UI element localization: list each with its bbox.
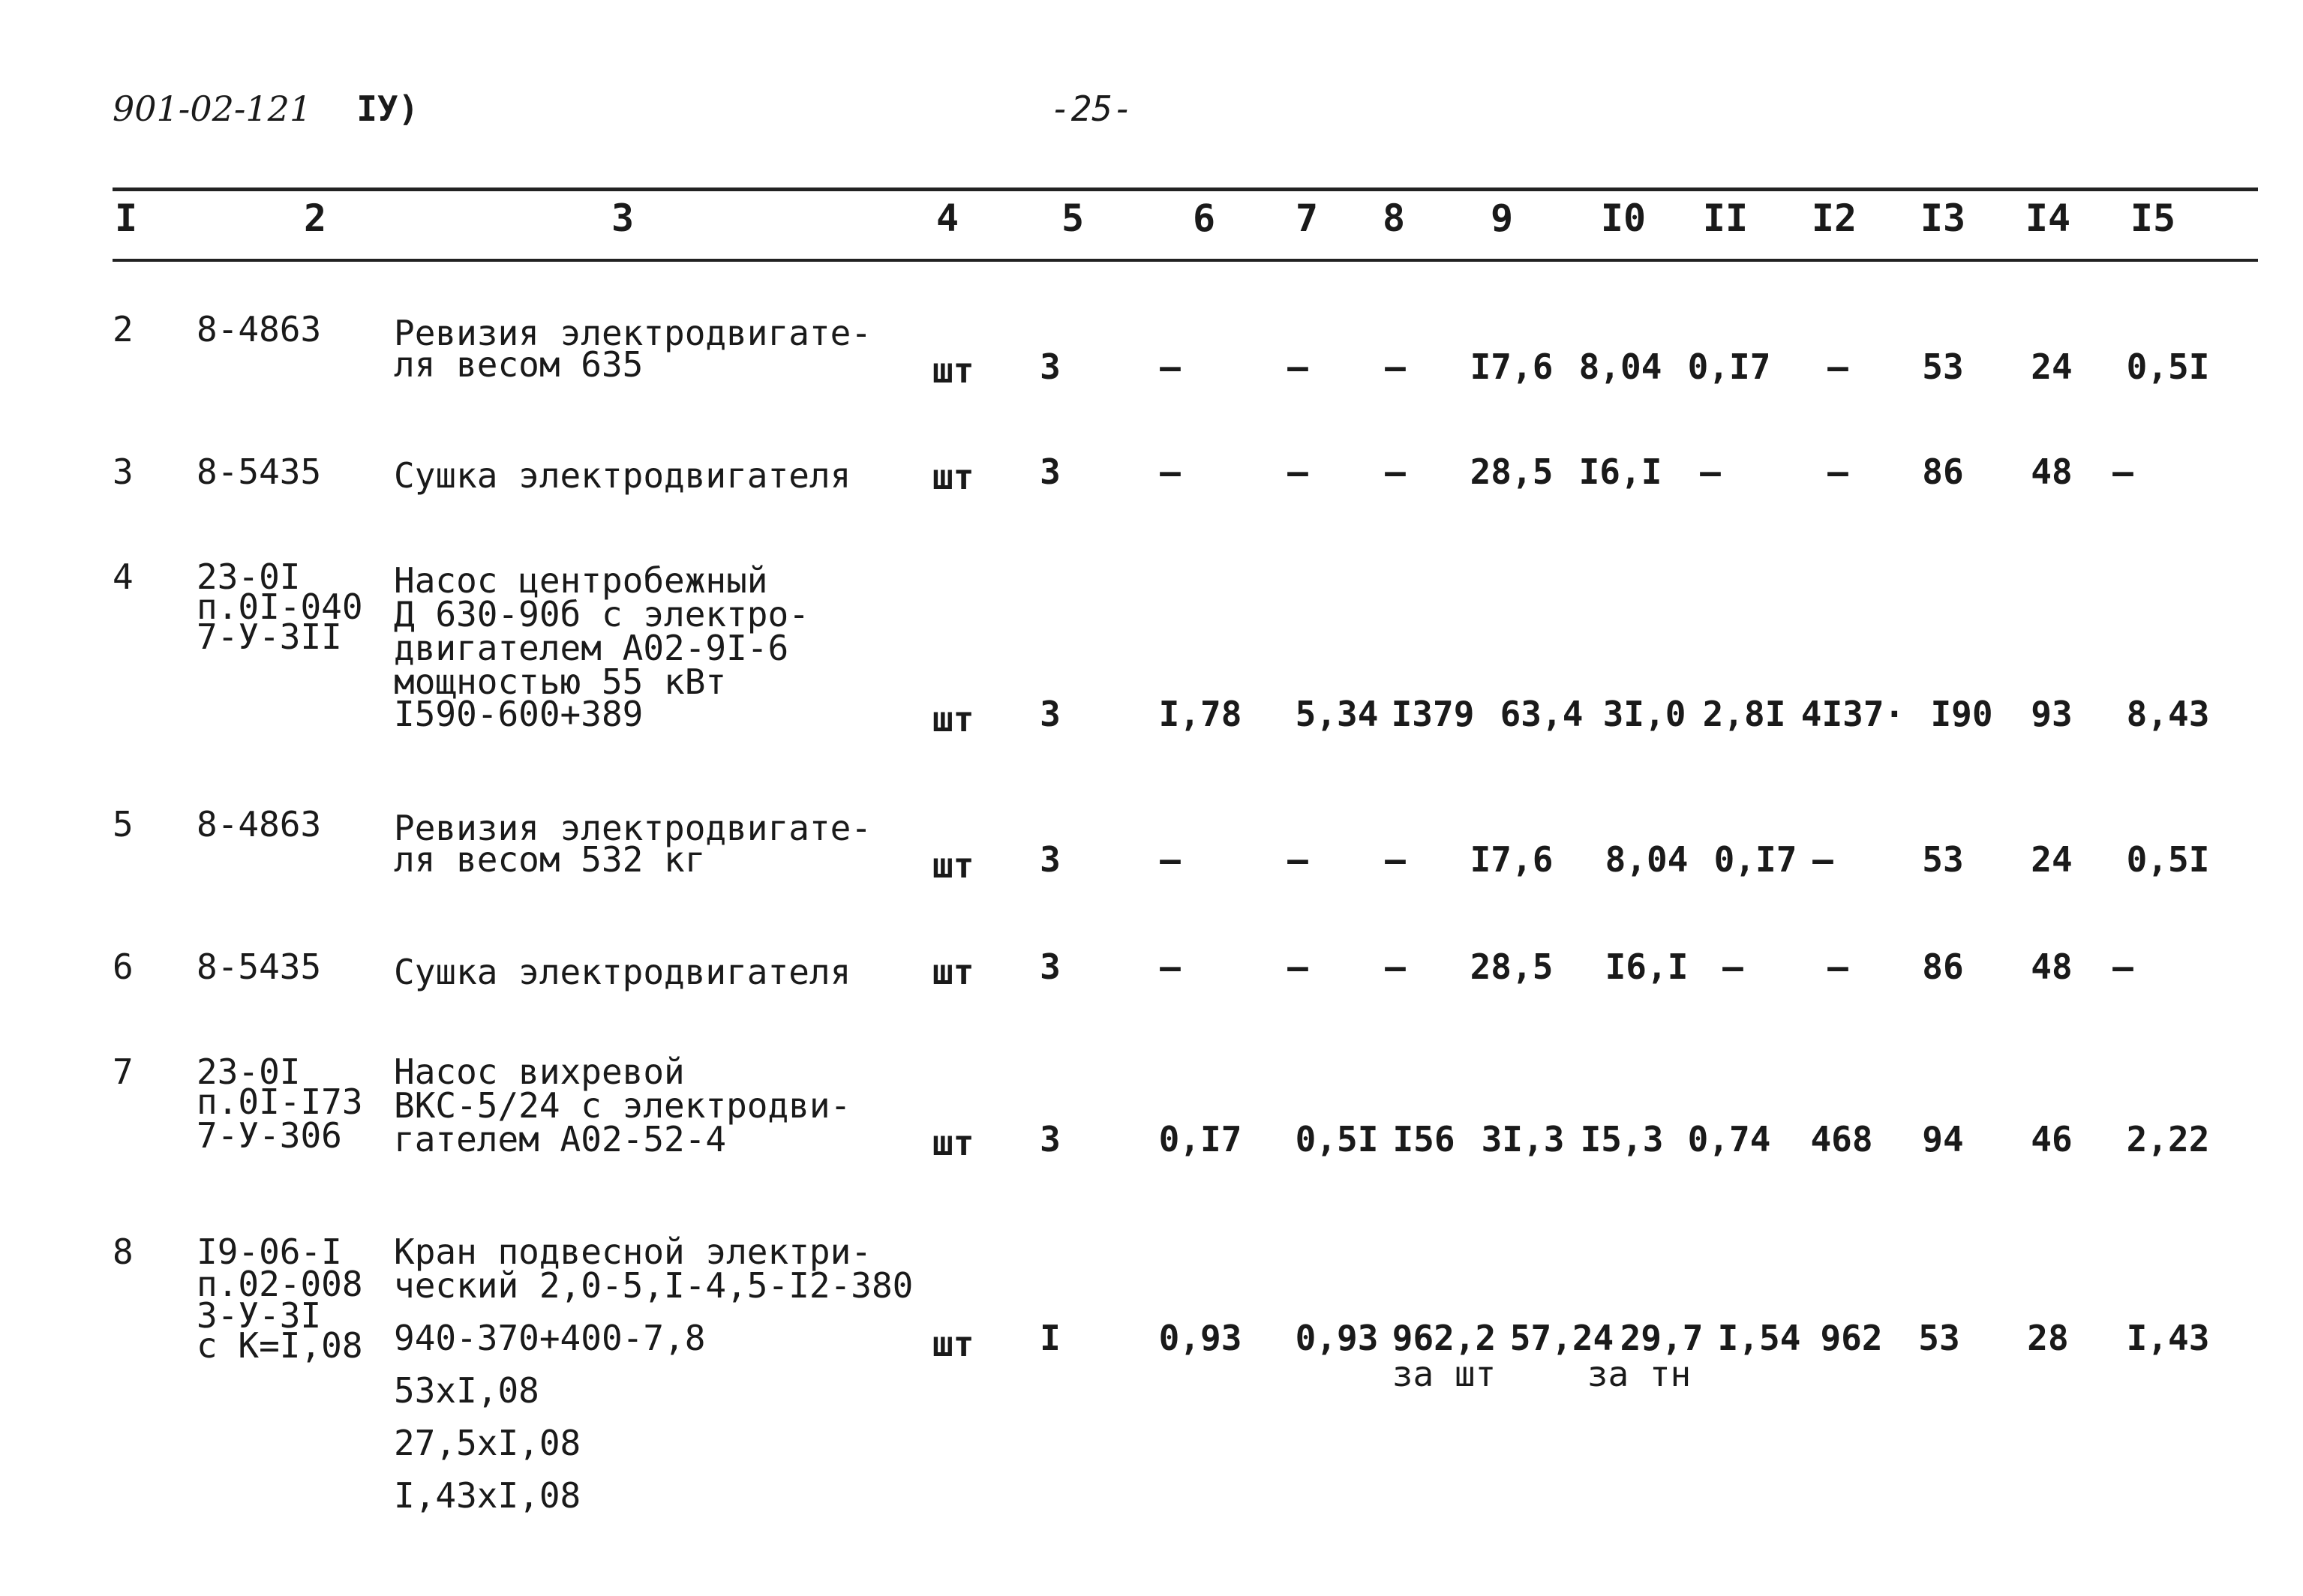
col8-note: за шт bbox=[1392, 1354, 1497, 1394]
col7-value: 0,5I bbox=[1295, 1119, 1379, 1160]
col10-value: I6,I bbox=[1605, 946, 1689, 987]
work-description-line: Ревизия электродвигате- bbox=[394, 313, 872, 353]
col12-value: – bbox=[1812, 839, 1833, 880]
row-number: 6 bbox=[113, 946, 134, 987]
unit: шт bbox=[932, 845, 974, 886]
work-description-line: 53хI,08 bbox=[394, 1370, 539, 1411]
work-description-line: Сушка электродвигателя bbox=[394, 455, 851, 496]
col11-value: I,54 bbox=[1717, 1318, 1801, 1358]
col13-value: I90 bbox=[1930, 694, 1993, 734]
col13-value: 86 bbox=[1922, 946, 1964, 987]
row-number: 4 bbox=[113, 556, 134, 597]
col12-value: 962 bbox=[1820, 1318, 1883, 1358]
col10-value: 8,04 bbox=[1578, 346, 1662, 387]
unit: шт bbox=[932, 350, 974, 391]
col8-value: I56 bbox=[1392, 1119, 1455, 1160]
col7-value: – bbox=[1287, 946, 1308, 987]
work-description-line: ческий 2,0-5,I-4,5-I2-380 bbox=[394, 1265, 914, 1306]
col15-value: – bbox=[2112, 452, 2133, 492]
unit: шт bbox=[932, 1324, 974, 1364]
table-header-rule bbox=[113, 259, 2258, 262]
price-code: 7-У-306 bbox=[197, 1115, 342, 1156]
work-description-line: ля весом 532 кг bbox=[394, 839, 706, 880]
column-header-2: 2 bbox=[303, 196, 327, 240]
work-description-line: двигателем А02-9I-6 bbox=[394, 628, 789, 668]
column-header-11: II bbox=[1702, 196, 1749, 240]
col13-value: 94 bbox=[1922, 1119, 1964, 1160]
col10-value: 3I,0 bbox=[1602, 694, 1686, 734]
col15-value: – bbox=[2112, 946, 2133, 987]
col8-value: – bbox=[1385, 946, 1406, 987]
col6-value: – bbox=[1160, 946, 1181, 987]
col12-value: – bbox=[1827, 946, 1848, 987]
column-header-10: I0 bbox=[1600, 196, 1647, 240]
price-code: 7-У-3II bbox=[197, 616, 342, 657]
col11-value: 0,74 bbox=[1687, 1119, 1771, 1160]
col14-value: 48 bbox=[2031, 452, 2073, 492]
work-description-line: ля весом 635 bbox=[394, 344, 644, 385]
col12-value: – bbox=[1827, 452, 1848, 492]
col14-value: 24 bbox=[2031, 839, 2073, 880]
column-header-13: I3 bbox=[1920, 196, 1966, 240]
work-description-line: Сушка электродвигателя bbox=[394, 952, 851, 992]
col10-note: за тн bbox=[1587, 1354, 1692, 1394]
col6-value: 0,I7 bbox=[1158, 1119, 1242, 1160]
col8-value: – bbox=[1385, 452, 1406, 492]
col12-value: 4I37· bbox=[1800, 694, 1905, 734]
unit: шт bbox=[932, 952, 974, 992]
work-description-line: Кран подвесной электри- bbox=[394, 1232, 872, 1272]
col9-value: 28,5 bbox=[1470, 946, 1554, 987]
col6-value: – bbox=[1160, 346, 1181, 387]
col14-value: 28 bbox=[2027, 1318, 2069, 1358]
col12-value: – bbox=[1827, 346, 1848, 387]
page-number: -25- bbox=[1050, 88, 1133, 129]
price-code: п.0I-040 bbox=[197, 586, 363, 627]
col15-value: 8,43 bbox=[2126, 694, 2210, 734]
col14-value: 24 bbox=[2031, 346, 2073, 387]
col6-value: – bbox=[1160, 452, 1181, 492]
col15-value: I,43 bbox=[2126, 1318, 2210, 1358]
column-header-7: 7 bbox=[1295, 196, 1319, 240]
price-code: 23-0I bbox=[197, 1052, 301, 1092]
col10-value: I6,I bbox=[1578, 452, 1662, 492]
table-top-rule bbox=[113, 188, 2258, 191]
work-description-line: ВКС-5/24 с электродви- bbox=[394, 1085, 851, 1126]
col14-value: 93 bbox=[2031, 694, 2073, 734]
col7-value: – bbox=[1287, 452, 1308, 492]
col10-value: I5,3 bbox=[1580, 1119, 1664, 1160]
col6-value: I,78 bbox=[1158, 694, 1242, 734]
col10-value: 29,7 bbox=[1620, 1318, 1704, 1358]
column-header-4: 4 bbox=[935, 196, 959, 240]
col7-value: 0,93 bbox=[1295, 1318, 1379, 1358]
col9-value: I7,6 bbox=[1470, 839, 1554, 880]
quantity: 3 bbox=[1040, 452, 1061, 492]
price-code: п.02-008 bbox=[197, 1264, 363, 1304]
col12-value: 468 bbox=[1810, 1119, 1873, 1160]
price-code: 8-5435 bbox=[197, 946, 322, 987]
quantity: 3 bbox=[1040, 839, 1061, 880]
column-header-1: I bbox=[114, 196, 138, 240]
col6-value: – bbox=[1160, 839, 1181, 880]
work-description-line: I590-600+389 bbox=[394, 694, 644, 734]
work-description-line: 27,5хI,08 bbox=[394, 1423, 581, 1463]
col15-value: 0,5I bbox=[2126, 346, 2210, 387]
col14-value: 46 bbox=[2031, 1119, 2073, 1160]
document-code-number: 901-02-121 bbox=[113, 88, 312, 129]
unit: шт bbox=[932, 457, 974, 497]
row-number: 7 bbox=[113, 1052, 134, 1092]
col11-value: – bbox=[1722, 946, 1743, 987]
column-header-3: 3 bbox=[611, 196, 635, 240]
col7-value: – bbox=[1287, 839, 1308, 880]
col11-value: 0,I7 bbox=[1687, 346, 1771, 387]
price-code: I9-06-I bbox=[197, 1232, 342, 1272]
work-description-line: Ревизия электродвигате- bbox=[394, 808, 872, 848]
col13-value: 53 bbox=[1918, 1318, 1960, 1358]
col9-value: 63,4 bbox=[1500, 694, 1584, 734]
col13-value: 53 bbox=[1922, 346, 1964, 387]
col11-value: 0,I7 bbox=[1713, 839, 1797, 880]
price-code: 8-4863 bbox=[197, 804, 322, 844]
col7-value: – bbox=[1287, 346, 1308, 387]
price-code: п.0I-I73 bbox=[197, 1082, 363, 1122]
row-number: 8 bbox=[113, 1232, 134, 1272]
document-code-suffix: IУ) bbox=[356, 88, 419, 129]
unit: шт bbox=[932, 699, 974, 740]
col8-value: I379 bbox=[1391, 694, 1475, 734]
work-description-line: Насос центробежный bbox=[394, 560, 768, 601]
work-description-line: 940-370+400-7,8 bbox=[394, 1318, 706, 1358]
quantity: 3 bbox=[1040, 1119, 1061, 1160]
row-number: 2 bbox=[113, 309, 134, 350]
col13-value: 53 bbox=[1922, 839, 1964, 880]
quantity: I bbox=[1040, 1318, 1061, 1358]
column-header-5: 5 bbox=[1061, 196, 1085, 240]
unit: шт bbox=[932, 1123, 974, 1163]
col10-value: 8,04 bbox=[1605, 839, 1689, 880]
column-header-6: 6 bbox=[1192, 196, 1216, 240]
column-header-14: I4 bbox=[2025, 196, 2071, 240]
col13-value: 86 bbox=[1922, 452, 1964, 492]
row-number: 5 bbox=[113, 804, 134, 844]
work-description-line: Д 630-90б с электро- bbox=[394, 594, 809, 634]
col9-value: 57,24 bbox=[1509, 1318, 1614, 1358]
column-header-8: 8 bbox=[1382, 196, 1406, 240]
col7-value: 5,34 bbox=[1295, 694, 1379, 734]
col11-value: 2,8I bbox=[1702, 694, 1786, 734]
work-description-line: мощностью 55 кВт bbox=[394, 662, 727, 702]
price-code: с К=I,08 bbox=[197, 1325, 363, 1366]
price-code: 23-0I bbox=[197, 556, 301, 597]
column-header-9: 9 bbox=[1490, 196, 1514, 240]
col8-value: 962,2 bbox=[1392, 1318, 1497, 1358]
quantity: 3 bbox=[1040, 694, 1061, 734]
quantity: 3 bbox=[1040, 946, 1061, 987]
price-code: 3-У-3I bbox=[197, 1295, 322, 1336]
column-header-15: I5 bbox=[2130, 196, 2176, 240]
col8-value: – bbox=[1385, 839, 1406, 880]
document-code bbox=[113, 88, 419, 129]
col15-value: 0,5I bbox=[2126, 839, 2210, 880]
price-code: 8-4863 bbox=[197, 309, 322, 350]
col14-value: 48 bbox=[2031, 946, 2073, 987]
work-description-line: Насос вихревой bbox=[394, 1052, 685, 1092]
work-description-line: гателем А02-52-4 bbox=[394, 1119, 727, 1160]
col11-value: – bbox=[1700, 452, 1721, 492]
col9-value: 3I,3 bbox=[1481, 1119, 1565, 1160]
col6-value: 0,93 bbox=[1158, 1318, 1242, 1358]
col15-value: 2,22 bbox=[2126, 1119, 2210, 1160]
column-header-12: I2 bbox=[1811, 196, 1857, 240]
col9-value: I7,6 bbox=[1470, 346, 1554, 387]
price-code: 8-5435 bbox=[197, 452, 322, 492]
quantity: 3 bbox=[1040, 346, 1061, 387]
row-number: 3 bbox=[113, 452, 134, 492]
col8-value: – bbox=[1385, 346, 1406, 387]
col9-value: 28,5 bbox=[1470, 452, 1554, 492]
work-description-line: I,43хI,08 bbox=[394, 1475, 581, 1516]
